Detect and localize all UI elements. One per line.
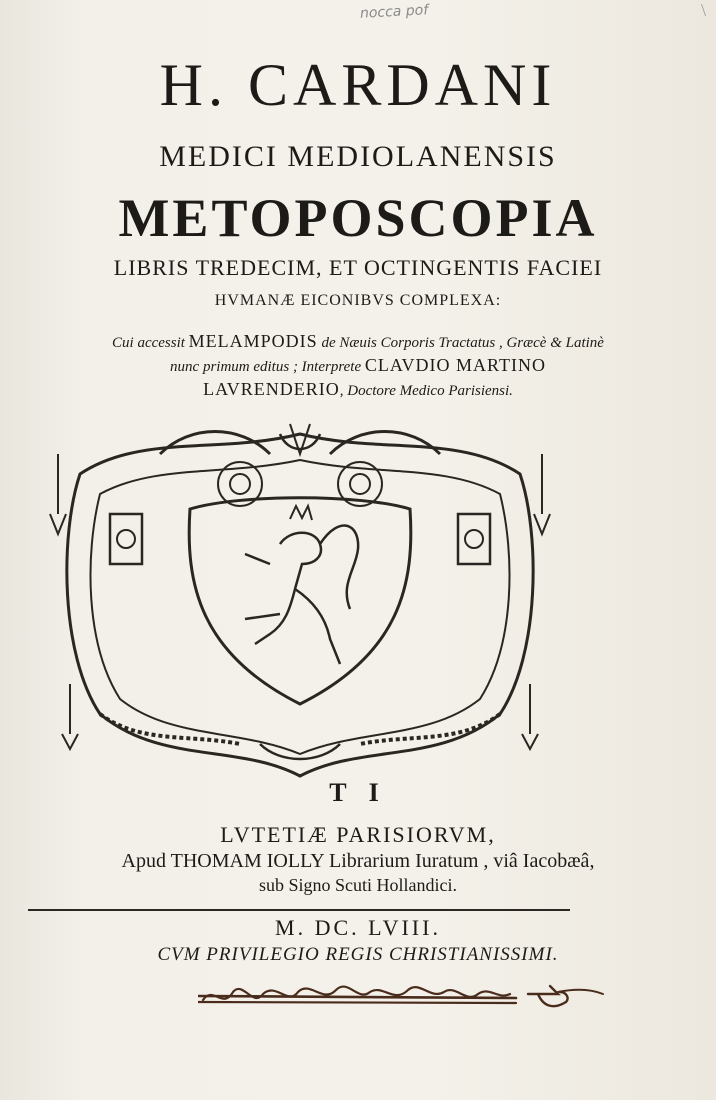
imprint-place: LVTETIÆ PARISIORVM, bbox=[220, 822, 496, 847]
imprint-sign: sub Signo Scuti Hollandici. bbox=[259, 875, 457, 895]
corner-mark: \ bbox=[700, 0, 706, 20]
royal-privilege: CVM PRIVILEGIO REGIS CHRISTIANISSIMI. bbox=[157, 944, 559, 965]
printer-initials: T I bbox=[329, 778, 387, 807]
imprint-printer: Apud THOMAM IOLLY Librarium Iuratum , viâ Iacobæâ, bbox=[121, 850, 595, 872]
melampodis-name: MELAMPODIS bbox=[188, 331, 318, 351]
printers-device-lion-shield-icon bbox=[40, 414, 560, 780]
accessit-text-4: , Doctore Medico Parisiensi. bbox=[339, 383, 513, 399]
translator-name: CLAVDIO MARTINO bbox=[364, 355, 546, 375]
pencil-note: nocca pof bbox=[359, 2, 429, 22]
book-title: METOPOSCOPIA bbox=[118, 188, 598, 248]
author-subtitle: MEDICI MEDIOLANENSIS bbox=[159, 140, 557, 173]
title-line-1: LIBRIS TREDECIM, ET OCTINGENTIS FACIEI bbox=[113, 255, 603, 280]
translator-surname: LAVRENDERIO bbox=[203, 379, 340, 399]
horizontal-rule bbox=[28, 909, 570, 911]
accessit-text-3: nunc primum editus ; Interprete bbox=[170, 359, 362, 375]
accessit-paragraph bbox=[24, 330, 692, 402]
author-name: H. CARDANI bbox=[159, 52, 557, 118]
accessit-text-1: Cui accessit bbox=[112, 335, 185, 351]
crossed-out-signature bbox=[198, 970, 608, 1022]
accessit-text-2: de Næuis Corporis Tractatus , Græcè & Latinè bbox=[321, 335, 604, 351]
title-line-2: HVMANÆ EICONIBVS COMPLEXA: bbox=[214, 292, 502, 309]
imprint-year: M. DC. LVIII. bbox=[275, 915, 441, 940]
